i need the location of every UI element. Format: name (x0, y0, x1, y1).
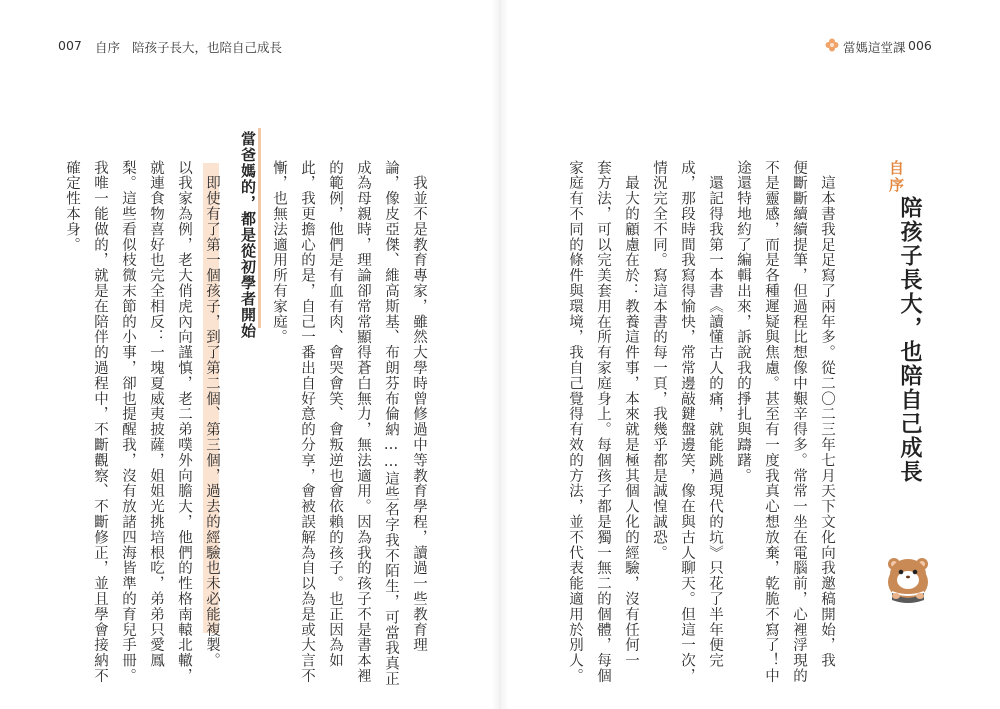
right-running-header: 當媽這堂課 (843, 40, 906, 55)
text-column: 還記得我第一本書《讀懂古人的痛，就能跳過現代的坑》只花了半年便完 (707, 160, 723, 669)
section-heading: 當爸媽的，都是從初學者開始 (239, 131, 257, 339)
hamster-mascot-icon (882, 548, 934, 604)
text-column: 我並不是教育專家，雖然大學時曾修過中等教育學程，讀過一些教育理 (411, 160, 427, 653)
text-column: 確定性本身。 (64, 160, 80, 253)
text-column: 情況完全不同。寫這本書的每一頁，我幾乎都是誠惶誠恐。 (651, 160, 667, 561)
text-column: 家庭有不同的條件與環境，我自己覺得有效的方法，並不代表能適用於別人。 (567, 160, 583, 684)
left-running-header (95, 38, 282, 56)
text-column: 成為母親時，理論卻常常顯得蒼白無力，無法適用。因為我的孩子不是書本裡 (355, 160, 371, 684)
text-column: 套方法，可以完美套用在所有家庭身上。每個孩子都是獨一無二的個體，每個 (595, 160, 611, 684)
left-page-number: 007 (58, 38, 82, 53)
book-gutter (492, 0, 508, 709)
text-column: 我唯一能做的，就是在陪伴的過程中，不斷觀察、不斷修正，並且學會接納不 (92, 160, 108, 684)
text-column: 以我家為例，老大俏虎內向謹慎，老二弟噗外向膽大，他們的性格南轅北轍， (176, 160, 192, 684)
text-column: 論，像皮亞傑、維高斯基、布朗芬布倫納……這些名字我不陌生，可當我真正 (383, 160, 399, 687)
text-column: 不是靈感，而是各種遲疑與焦慮。甚至有一度我真心想放棄，乾脆不寫了！中 (763, 160, 779, 684)
text-column: 即使有了第一個孩子，到了第二個、第三個，過去的經驗也未必能複製。 (204, 160, 220, 669)
text-column: 此，我更擔心的是，自己一番出自好意的分享，會被誤解為自以為是或大言不 (299, 160, 315, 684)
text-column: 便斷斷續續提筆，但過程比想像中艱辛得多。常常一坐在電腦前，心裡浮現的 (791, 160, 807, 684)
text-column: 這本書我足足寫了兩年多。從二〇二三年七月天下文化向我邀稿開始，我 (819, 160, 835, 669)
text-column: 慚，也無法適用所有家庭。 (271, 160, 287, 345)
flower-icon (825, 38, 839, 52)
text-column: 最大的顧慮在於：教養這件事，本來就是極其個人化的經驗，沒有任何一 (623, 160, 639, 669)
text-column: 的範例，他們是有血有肉、會哭會笑、會叛逆也會依賴的孩子。也正因為如 (327, 160, 343, 669)
text-column: 就連食物喜好也完全相反：一塊夏威夷披薩，姐姐光挑培根吃，弟弟只愛鳳 (148, 160, 164, 669)
text-column: 途還特地約了編輯出來，訴說我的掙扎與躊躇。 (735, 160, 751, 484)
chapter-title: 陪孩子長大，也陪自己成長 (897, 196, 922, 484)
left-chapter-label: 自序 (95, 40, 121, 55)
text-column: 梨。這些看似枝微末節的小事，卻也提醒我，沒有放諸四海皆準的育兒手冊。 (120, 160, 136, 684)
chapter-label: 自序 (887, 160, 905, 194)
text-column: 成，那段時間我寫得愉快，常常邊敲鍵盤邊笑，像在與古人聊天。但這一次， (679, 160, 695, 684)
right-page-number: 006 (908, 38, 932, 53)
left-chapter-title: 陪孩子長大，也陪自己成長 (132, 40, 283, 55)
